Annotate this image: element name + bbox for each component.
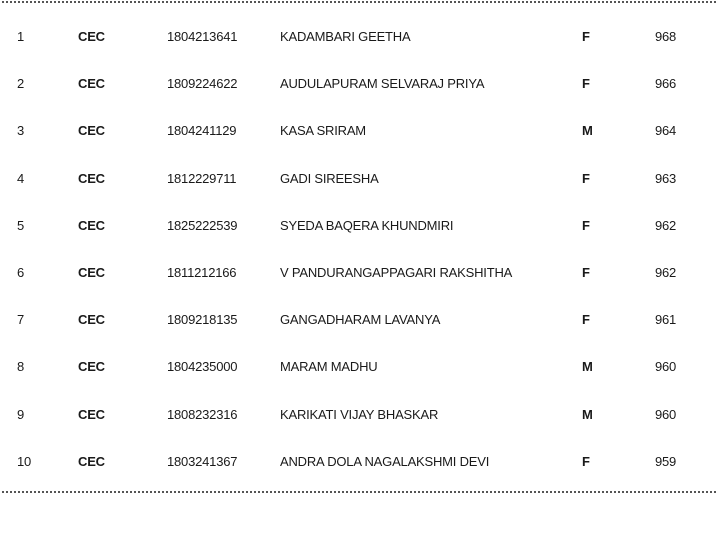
table-row (0, 14, 720, 61)
hall-ticket-number: 1809218135 (167, 312, 238, 328)
serial-number: 6 (17, 264, 25, 280)
hall-ticket-number: 1825222539 (167, 217, 238, 233)
serial-number: 3 (17, 123, 25, 139)
serial-number: 8 (17, 359, 25, 375)
score: 963 (655, 170, 677, 186)
table-row (0, 108, 720, 155)
serial-number: 5 (17, 217, 25, 233)
candidate-name: MARAM MADHU (280, 359, 378, 375)
gender: F (582, 264, 590, 280)
table-row (0, 61, 720, 108)
course-code: CEC (78, 170, 105, 186)
results-list (0, 14, 720, 486)
table-row (0, 250, 720, 297)
table-row (0, 344, 720, 391)
score: 962 (655, 264, 677, 280)
course-code: CEC (78, 406, 105, 422)
gender: F (582, 312, 590, 328)
top-dotted-divider (2, 1, 716, 3)
gender: M (582, 123, 593, 139)
score: 960 (655, 406, 677, 422)
candidate-name: KARIKATI VIJAY BHASKAR (280, 406, 439, 422)
score: 966 (655, 76, 677, 92)
table-row (0, 156, 720, 203)
gender: M (582, 359, 593, 375)
table-row (0, 439, 720, 486)
bottom-dotted-divider (2, 491, 716, 493)
hall-ticket-number: 1808232316 (167, 406, 238, 422)
hall-ticket-number: 1812229711 (167, 170, 237, 186)
serial-number: 4 (17, 170, 25, 186)
score: 960 (655, 359, 677, 375)
candidate-name: GANGADHARAM LAVANYA (280, 312, 441, 328)
gender: M (582, 406, 593, 422)
course-code: CEC (78, 123, 105, 139)
score: 959 (655, 453, 677, 469)
course-code: CEC (78, 359, 105, 375)
serial-number: 9 (17, 406, 25, 422)
hall-ticket-number: 1804235000 (167, 359, 238, 375)
serial-number: 1 (17, 29, 25, 44)
serial-number: 2 (17, 76, 25, 92)
table-row (0, 392, 720, 439)
candidate-name: KASA SRIRAM (280, 123, 366, 139)
serial-number: 10 (17, 453, 32, 469)
gender: F (582, 217, 590, 233)
table-row (0, 297, 720, 344)
score: 962 (655, 217, 677, 233)
course-code: CEC (78, 453, 105, 469)
table-row (0, 203, 720, 250)
hall-ticket-number: 1809224622 (167, 76, 238, 92)
candidate-name: AUDULAPURAM SELVARAJ PRIYA (280, 76, 485, 92)
course-code: CEC (78, 29, 105, 44)
course-code: CEC (78, 312, 105, 328)
hall-ticket-number: 1811212166 (167, 264, 237, 280)
course-code: CEC (78, 217, 105, 233)
candidate-name: V PANDURANGAPPAGARI RAKSHITHA (280, 264, 513, 280)
course-code: CEC (78, 264, 105, 280)
candidate-name: GADI SIREESHA (280, 170, 379, 186)
gender: F (582, 76, 590, 92)
gender: F (582, 29, 590, 44)
hall-ticket-number: 1803241367 (167, 453, 238, 469)
hall-ticket-number: 1804241129 (167, 123, 237, 139)
candidate-name: SYEDA BAQERA KHUNDMIRI (280, 217, 454, 233)
candidate-name: KADAMBARI GEETHA (280, 29, 411, 44)
gender: F (582, 453, 590, 469)
course-code: CEC (78, 76, 105, 92)
score: 968 (655, 29, 677, 44)
gender: F (582, 170, 590, 186)
score: 964 (655, 123, 677, 139)
candidate-name: ANDRA DOLA NAGALAKSHMI DEVI (280, 453, 490, 469)
score: 961 (655, 312, 677, 328)
hall-ticket-number: 1804213641 (167, 29, 238, 44)
serial-number: 7 (17, 312, 25, 328)
